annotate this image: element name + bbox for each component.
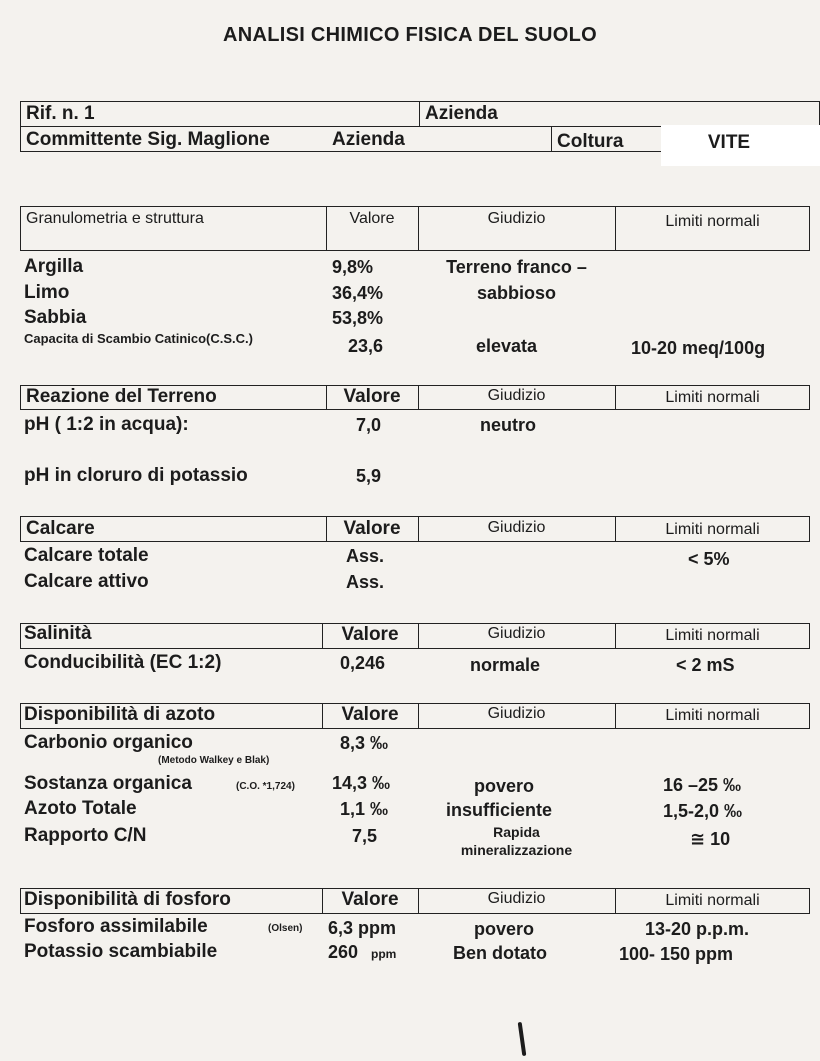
col-limiti: Limiti normali (665, 389, 760, 406)
sostanza-label: Sostanza organica (24, 773, 192, 794)
coltura-value: VITE (707, 132, 751, 153)
cn-giudizio-2: mineralizzazione (460, 842, 573, 858)
azienda-label: Azienda (425, 103, 498, 124)
calcare-totale-label: Calcare totale (24, 545, 149, 566)
carbonio-value: 8,3 ‰ (340, 733, 389, 753)
cn-limiti: ≅ 10 (690, 829, 731, 849)
ph-kcl-label: pH in cloruro di potassio (24, 465, 248, 486)
ph-kcl-value: 5,9 (356, 466, 382, 486)
azienda2-label: Azienda (332, 129, 405, 150)
conducibilita-giudizio: normale (470, 655, 541, 675)
col-giudizio: Giudizio (487, 890, 546, 907)
azoto-totale-value: 1,1 ‰ (340, 799, 389, 819)
potassio-label: Potassio scambiabile (24, 941, 218, 962)
granulometria-heading: Granulometria e struttura (26, 210, 204, 227)
conducibilita-limiti: < 2 mS (676, 655, 735, 675)
fosforo-giudizio: povero (474, 919, 535, 939)
carbonio-label: Carbonio organico (24, 732, 193, 753)
header-col-divider (419, 101, 420, 126)
col-valore: Valore (341, 889, 399, 910)
col-giudizio: Giudizio (487, 705, 546, 722)
azoto-heading: Disponibilità di azoto (24, 704, 216, 725)
col-giudizio: Giudizio (487, 210, 546, 227)
potassio-giudizio: Ben dotato (453, 943, 547, 963)
potassio-value: 260 (328, 942, 359, 962)
potassio-limiti: 100- 150 ppm (619, 944, 734, 964)
col-limiti: Limiti normali (665, 213, 760, 230)
calcare-attivo-label: Calcare attivo (24, 571, 149, 592)
azoto-totale-giudizio: insufficiente (446, 800, 553, 820)
reazione-heading: Reazione del Terreno (26, 386, 217, 407)
sostanza-giudizio: povero (474, 776, 535, 796)
fosforo-heading: Disponibilità di fosforo (24, 889, 231, 910)
carbonio-note: (Metodo Walkey e Blak) (158, 755, 270, 766)
committente-label: Committente Sig. Maglione (26, 129, 270, 150)
col-valore: Valore (341, 624, 399, 645)
sostanza-limiti: 16 –25 ‰ (663, 775, 742, 795)
calcare-attivo-value: Ass. (346, 572, 385, 592)
azoto-totale-limiti: 1,5-2,0 ‰ (663, 801, 743, 821)
pen-mark (518, 1022, 527, 1056)
salinita-heading: Salinità (24, 623, 92, 644)
col-limiti: Limiti normali (665, 521, 760, 538)
col-giudizio: Giudizio (487, 519, 546, 536)
cn-giudizio-1: Rapida (493, 824, 540, 840)
col-giudizio: Giudizio (487, 387, 546, 404)
calcare-totale-limiti: < 5% (688, 549, 730, 569)
rif-label: Rif. n. 1 (26, 103, 95, 124)
sostanza-note: (C.O. *1,724) (236, 781, 295, 792)
coltura-label: Coltura (557, 131, 624, 152)
col-limiti: Limiti normali (665, 892, 760, 909)
fosforo-label: Fosforo assimilabile (24, 916, 208, 937)
fosforo-note: (Olsen) (268, 923, 303, 934)
conducibilita-label: Conducibilità (EC 1:2) (24, 652, 222, 673)
azoto-totale-label: Azoto Totale (24, 798, 137, 819)
csc-giudizio: elevata (476, 336, 538, 356)
limo-value: 36,4% (332, 283, 384, 303)
limo-label: Limo (24, 282, 70, 303)
fosforo-limiti: 13-20 p.p.m. (645, 919, 750, 939)
csc-limiti: 10-20 meq/100g (631, 338, 766, 358)
argilla-value: 9,8% (332, 257, 374, 277)
calcare-heading: Calcare (26, 518, 95, 539)
col-valore: Valore (349, 210, 395, 227)
sabbia-label: Sabbia (24, 307, 87, 328)
col-limiti: Limiti normali (665, 707, 760, 724)
granulometria-giudizio-2: sabbioso (476, 283, 556, 303)
conducibilita-value: 0,246 (340, 653, 386, 673)
col-valore: Valore (343, 518, 401, 539)
cn-value: 7,5 (352, 826, 378, 846)
sabbia-value: 53,8% (332, 308, 384, 328)
sostanza-value: 14,3 ‰ (332, 773, 391, 793)
header-col-divider-2 (551, 126, 552, 152)
csc-label: Capacita di Scambio Catinico(C.S.C.) (24, 331, 253, 346)
ph-acqua-label: pH ( 1:2 in acqua): (24, 414, 189, 435)
ph-acqua-value: 7,0 (356, 415, 382, 435)
col-limiti: Limiti normali (665, 627, 760, 644)
potassio-unit: ppm (371, 947, 397, 961)
cn-label: Rapporto C/N (24, 825, 147, 846)
argilla-label: Argilla (24, 256, 84, 277)
page-title: ANALISI CHIMICO FISICA DEL SUOLO (222, 24, 598, 46)
ph-acqua-giudizio: neutro (480, 415, 536, 435)
calcare-totale-value: Ass. (346, 546, 385, 566)
csc-value: 23,6 (348, 336, 384, 356)
col-valore: Valore (341, 704, 399, 725)
col-valore: Valore (343, 386, 401, 407)
fosforo-value: 6,3 ppm (328, 918, 397, 938)
granulometria-giudizio-1: Terreno franco – (446, 257, 587, 277)
col-giudizio: Giudizio (487, 625, 546, 642)
